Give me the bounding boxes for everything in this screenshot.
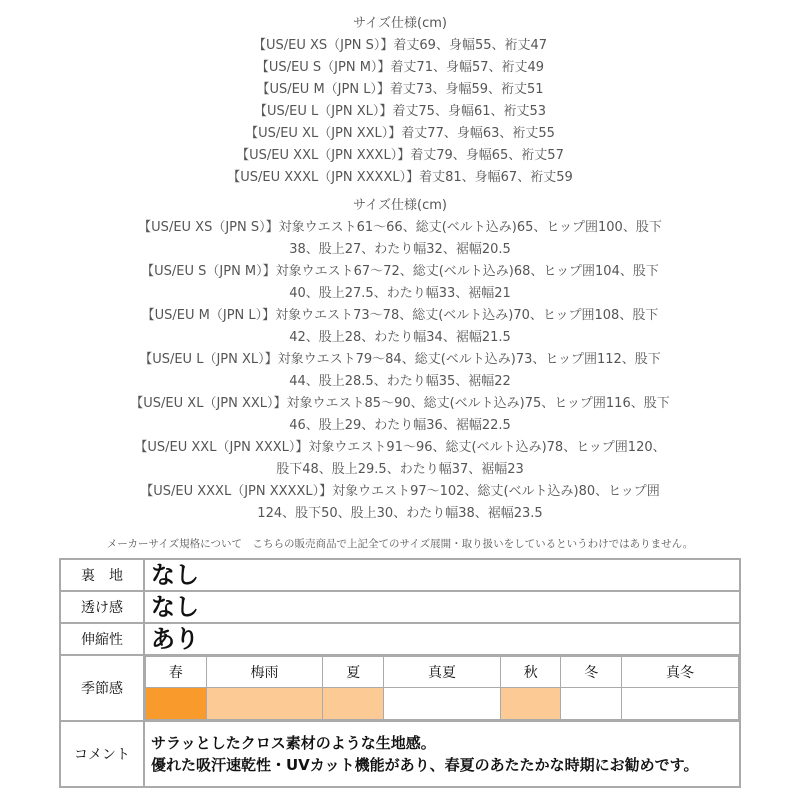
spec-line: 42、股上28、わたり幅34、裾幅21.5 — [289, 330, 511, 345]
spec-line: 【US/EU XL（JPN XXL）】対象ウエスト85〜90、総丈(ベルト込み)75、ヒップ囲116、股下 — [130, 396, 670, 411]
spec-line: 46、股上29、わたり幅36、裾幅22.5 — [289, 418, 511, 433]
spec-line: 【US/EU XS（JPN S）】着丈69、身幅55、裄丈47 — [252, 38, 548, 53]
spec-line: 【US/EU L（JPN XL）】対象ウエスト79〜84、総丈(ベルト込み)73、ヒップ囲112、股下 — [139, 352, 661, 367]
spec-line: 【US/EU M（JPN L）】着丈73、身幅59、裄丈51 — [256, 82, 544, 97]
spec-line: 44、股上28.5、わたり幅35、裾幅22 — [289, 374, 511, 389]
season-grid — [145, 656, 739, 720]
bottom-size-spec — [0, 195, 800, 525]
spec-title: サイズ仕様(cm) — [353, 198, 447, 213]
spec-line: 【US/EU XXXL（JPN XXXXL）】対象ウエスト97〜102、総丈(ベルト込み)80、ヒップ囲 — [140, 484, 660, 499]
season-grid-cell — [144, 655, 740, 721]
sheer-label: 透け感 — [60, 591, 144, 623]
season-level-fill — [146, 688, 207, 720]
lining-value: なし — [144, 559, 740, 591]
sheer-value: なし — [144, 591, 740, 623]
season-level-fill — [383, 688, 500, 720]
spec-line: 股下48、股上29.5、わたり幅37、裾幅23 — [276, 462, 524, 477]
season-level-fill — [500, 688, 561, 720]
season-name: 真夏 — [383, 657, 500, 688]
comment-label: コメント — [60, 721, 144, 787]
spec-line: 【US/EU S（JPN M）】対象ウエスト67〜72、総丈(ベルト込み)68、ヒップ囲104、股下 — [141, 264, 659, 279]
spec-line: 【US/EU L（JPN XL）】着丈75、身幅61、裄丈53 — [253, 104, 547, 119]
spec-line: 38、股上27、わたり幅32、裾幅20.5 — [289, 242, 511, 257]
season-name: 冬 — [561, 657, 622, 688]
spec-line: 【US/EU M（JPN L）】対象ウエスト73〜78、総丈(ベルト込み)70、ヒップ囲108、股下 — [141, 308, 659, 323]
spec-line: 【US/EU XXL（JPN XXXL）】着丈79、身幅65、裄丈57 — [236, 148, 564, 163]
spec-line: 【US/EU XXL（JPN XXXL）】対象ウエスト91〜96、総丈(ベルト込み)78、ヒップ囲120、 — [134, 440, 666, 455]
top-size-spec — [0, 13, 800, 189]
season-name: 春 — [146, 657, 207, 688]
spec-line: 【US/EU XL（JPN XXL）】着丈77、身幅63、裄丈55 — [245, 126, 555, 141]
stretch-value: あり — [144, 623, 740, 655]
season-label: 季節感 — [60, 655, 144, 721]
season-level-fill — [206, 688, 323, 720]
season-level-fill — [323, 688, 384, 720]
spec-line: 【US/EU XXXL（JPN XXXXL）】着丈81、身幅67、裄丈59 — [227, 170, 573, 185]
comment-text — [144, 721, 740, 787]
lining-label: 裏 地 — [60, 559, 144, 591]
spec-title: サイズ仕様(cm) — [353, 16, 447, 31]
stretch-label: 伸縮性 — [60, 623, 144, 655]
season-name: 夏 — [323, 657, 384, 688]
season-name: 梅雨 — [206, 657, 323, 688]
spec-line: 124、股下50、股上30、わたり幅38、裾幅23.5 — [257, 506, 543, 521]
season-name: 真冬 — [621, 657, 738, 688]
comment-line: 優れた吸汗速乾性・UVカット機能があり、春夏のあたたかな時期にお勧めです。 — [151, 756, 699, 774]
fabric-info-table — [59, 558, 741, 788]
season-level-fill — [561, 688, 622, 720]
size-note: メーカーサイズ規格について こちらの販売商品で上記全てのサイズ展開・取り扱いをしているというわけではありません。 — [106, 538, 694, 550]
season-name: 秋 — [500, 657, 561, 688]
comment-line: サラッとしたクロス素材のような生地感。 — [151, 734, 436, 752]
spec-line: 40、股上27.5、わたり幅33、裾幅21 — [289, 286, 511, 301]
spec-line: 【US/EU S（JPN M）】着丈71、身幅57、裄丈49 — [255, 60, 545, 75]
spec-line: 【US/EU XS（JPN S）】対象ウエスト61〜66、総丈(ベルト込み)65、ヒップ囲100、股下 — [138, 220, 662, 235]
season-level-fill — [621, 688, 738, 720]
